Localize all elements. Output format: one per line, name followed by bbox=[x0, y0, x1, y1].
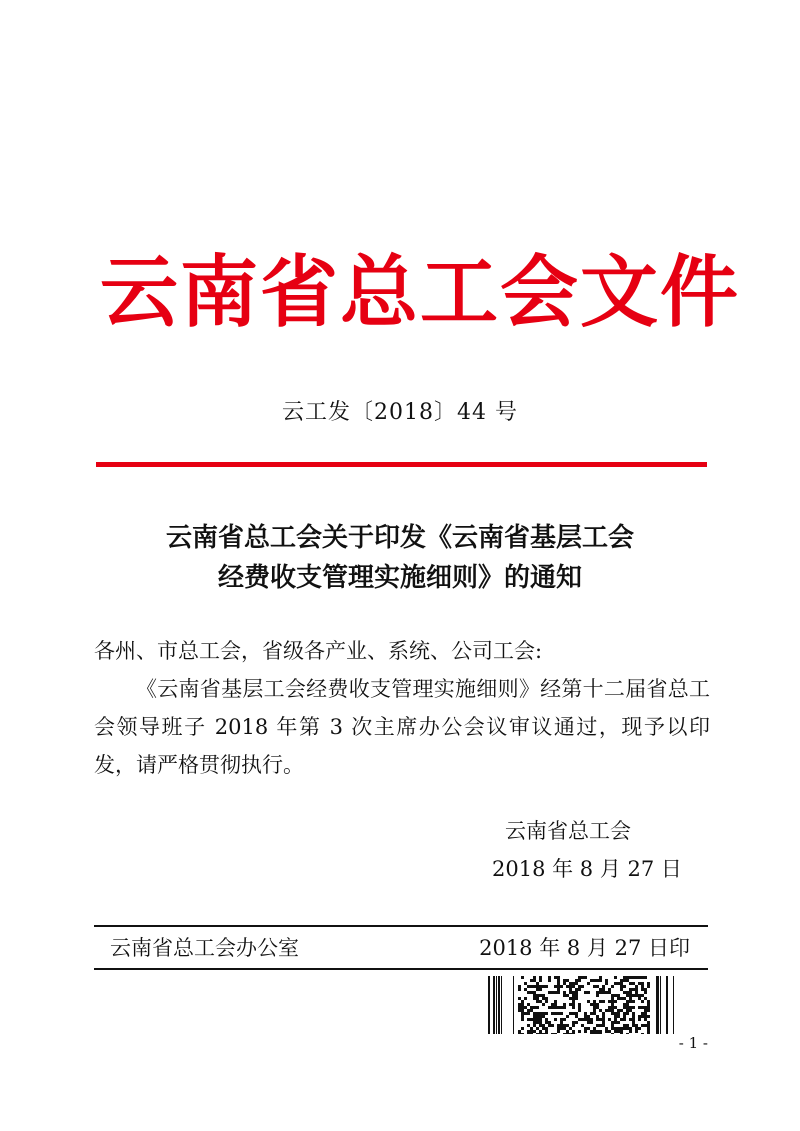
footer-print-date: 2018 年 8 月 27 日印 bbox=[479, 936, 690, 960]
title-line-1: 云南省总工会关于印发《云南省基层工会 bbox=[165, 523, 634, 553]
document-title bbox=[0, 518, 800, 598]
red-divider bbox=[96, 462, 707, 467]
signature-org: 云南省总工会 bbox=[505, 819, 631, 843]
footer-bottom-rule bbox=[94, 968, 708, 970]
masthead-title: 云南省总工会文件 bbox=[100, 248, 741, 338]
document-number: 云工发〔2018〕44 号 bbox=[282, 400, 518, 425]
page-number: - 1 - bbox=[678, 1034, 708, 1052]
signature-date: 2018 年 8 月 27 日 bbox=[492, 857, 682, 881]
footer-top-rule bbox=[94, 925, 708, 927]
footer-issuer: 云南省总工会办公室 bbox=[110, 936, 299, 960]
body-paragraph: 《云南省基层工会经费收支管理实施细则》经第十二届省总工会领导班子 2018 年第 3 次主席办公会议审议通过，现予以印发，请严格贯彻执行。 bbox=[94, 677, 710, 777]
title-line-2: 经费收支管理实施细则》的通知 bbox=[217, 563, 582, 593]
barcode-icon bbox=[488, 976, 680, 1034]
salutation: 各州、市总工会，省级各产业、系统、公司工会: bbox=[94, 639, 543, 663]
